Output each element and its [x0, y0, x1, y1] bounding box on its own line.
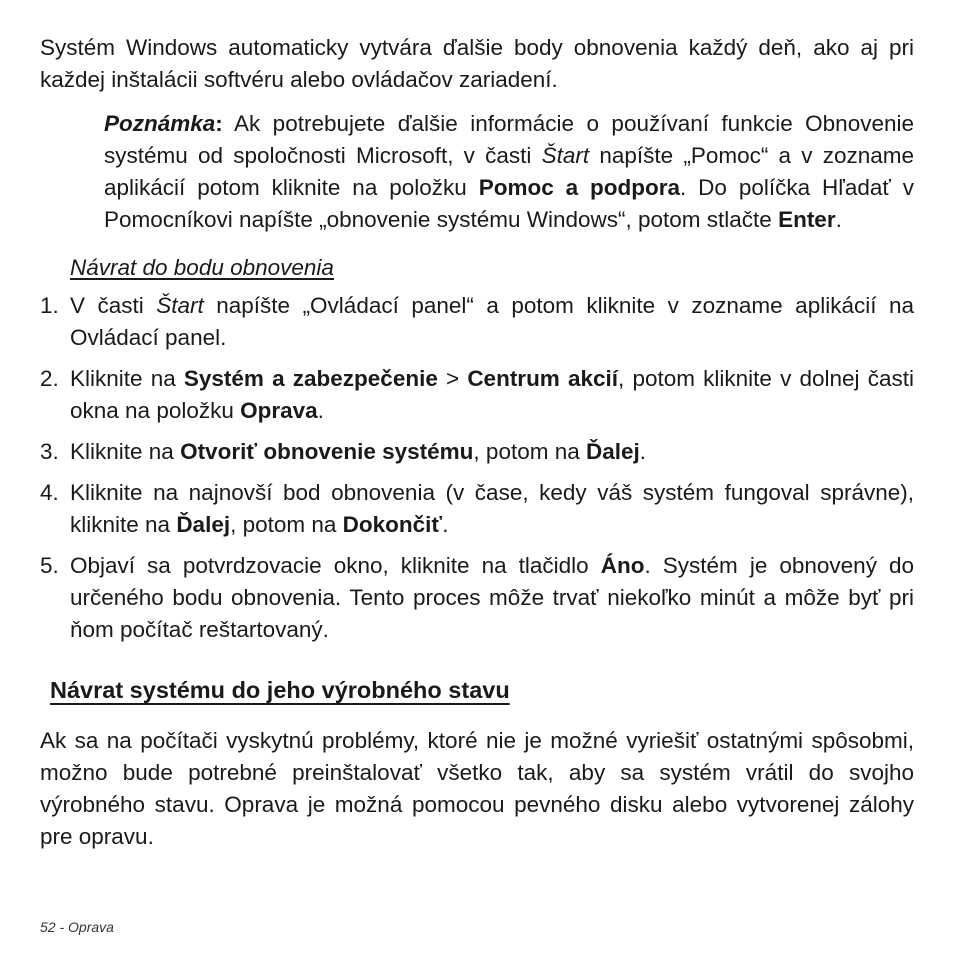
step-item: [40, 290, 914, 354]
intro-paragraph: Systém Windows automaticky vytvára ďalšie body obnovenia každý deň, ako aj pri každej inštalácii softvéru alebo ovládačov zariadení.: [40, 35, 914, 92]
step-text: Kliknite na: [70, 366, 184, 391]
note-label: Poznámka: [104, 111, 216, 136]
step-text: Kliknite na: [70, 439, 181, 464]
step-bold-term: Systém a zabezpečenie: [183, 366, 438, 391]
note-paragraph: [104, 108, 914, 236]
step-text: Kliknite na najnovší bod obnovenia (v čase, kedy váš systém fungoval správne), kliknite na: [70, 480, 914, 537]
step-bold-term: Centrum akcií: [467, 366, 619, 391]
step-bold-term: Ďalej: [586, 439, 640, 464]
note-start-term: Štart: [541, 143, 590, 168]
step-number: 1.: [40, 293, 59, 318]
note-text-2: napíšte „Pomoc“ a v zozname aplikácií potom kliknite na položku: [104, 143, 914, 200]
step-bold-term: Oprava: [240, 398, 318, 423]
outro-paragraph: Ak sa na počítači vyskytnú problémy, ktoré nie je možné vyriešiť ostatnými spôsobmi, možno bude potrebné preinštalovať všetko tak, aby sa systém vrátil do svojho výrobného stavu. Oprava je možná pomocou pevného disku alebo vytvorenej zálohy pre opravu.: [40, 728, 914, 849]
page-footer: 52 - Oprava: [40, 919, 114, 935]
step-text: . Systém je obnovený do určeného bodu obnovenia. Tento proces môže trvať niekoľko minút a môže byť pri ňom počítač reštartovaný.: [70, 553, 914, 642]
step-text: .: [317, 398, 324, 423]
step-text: .: [442, 512, 449, 537]
note-text-1: Ak potrebujete ďalšie informácie o používaní funkcie Obnovenie systému od spoločnosti Microsoft, v časti: [104, 111, 914, 168]
note-enter-term: Enter: [778, 207, 836, 232]
step-text: Objaví sa potvrdzovacie okno, kliknite na tlačidlo: [70, 553, 601, 578]
step-text: , potom na: [230, 512, 343, 537]
step-bold-term: Áno: [600, 553, 645, 578]
step-text: napíšte „Ovládací panel“ a potom kliknite v zozname aplikácií na Ovládací panel.: [70, 293, 914, 350]
step-number: 2.: [40, 366, 59, 391]
note-colon: :: [215, 111, 223, 136]
step-bold-term: Otvoriť obnovenie systému: [180, 439, 474, 464]
step-item: [40, 363, 914, 427]
step-text: V časti: [70, 293, 157, 318]
factory-reset-heading: Návrat systému do jeho výrobného stavu: [50, 677, 510, 703]
note-text-4: .: [835, 207, 842, 232]
step-text: .: [639, 439, 647, 464]
step-bold-term: Dokončiť: [342, 512, 443, 537]
steps-list: [40, 290, 914, 646]
step-italic-term: Štart: [156, 293, 204, 318]
restore-point-subheading: Návrat do bodu obnovenia: [70, 255, 334, 280]
note-text-3: . Do políčka Hľadať v Pomocníkovi napíšte „obnovenie systému Windows“, potom stlačte: [104, 175, 914, 232]
step-number: 3.: [40, 439, 59, 464]
note-help-term: Pomoc a podpora: [478, 175, 681, 200]
step-item: [40, 436, 914, 468]
step-text: , potom na: [473, 439, 586, 464]
step-text: >: [437, 366, 468, 391]
step-text: , potom kliknite v dolnej časti okna na položku: [70, 366, 914, 423]
step-item: [40, 550, 914, 646]
step-number: 4.: [40, 480, 59, 505]
step-bold-term: Ďalej: [176, 512, 231, 537]
document-page: [40, 32, 914, 853]
step-number: 5.: [40, 553, 59, 578]
step-item: [40, 477, 914, 541]
